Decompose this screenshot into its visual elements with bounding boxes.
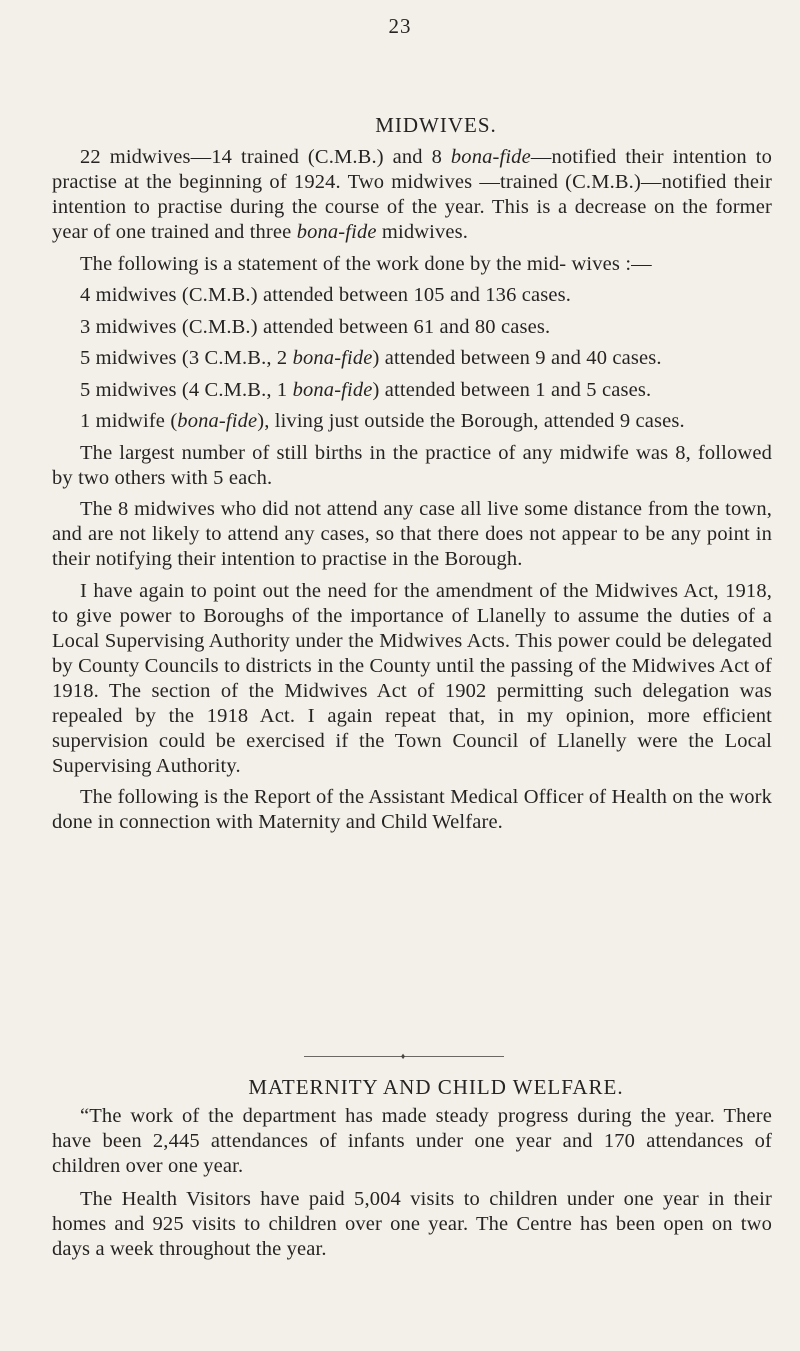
text-run: ), living just outside the Borough, attended 9 cases.	[257, 410, 685, 432]
text-run: 4 midwives (C.M.B.) attended between 105 and 136 cases.	[80, 284, 572, 306]
text-run: 3 midwives (C.M.B.) attended between 61 and 80 cases.	[80, 315, 551, 338]
text-run: The Health Visitors have paid 5,004 visits to children under one year in their homes and 925 visits to children over one year. The Centre has been open on two days a week throughout the year.	[52, 1188, 772, 1260]
paragraph	[52, 145, 772, 245]
paragraph	[52, 1187, 772, 1262]
text-run: midwives.	[376, 221, 469, 243]
text-run: The following is the Report of the Assistant Medical Officer of Health on the work done in connection with Maternity and Child Welfare.	[52, 786, 772, 833]
text-run: The following is a statement of the work done by the mid- wives :—	[80, 252, 652, 275]
paragraph	[52, 378, 772, 403]
text-run: 5 midwives (4 C.M.B., 1	[80, 378, 293, 401]
italic-term: bona-fide	[292, 347, 373, 369]
text-run: 22 midwives—14 trained (C.M.B.) and 8	[80, 146, 451, 168]
midwives-section-body	[52, 145, 772, 835]
text-run: “The work of the department has made steady progress during the year. There have been 2,445 attendances of infants under one year and 170 attendances of children over one year.	[52, 1105, 772, 1177]
paragraph	[52, 1104, 772, 1179]
text-run: 1 midwife (	[80, 410, 178, 432]
section-divider	[304, 1049, 504, 1063]
text-run: 5 midwives (3 C.M.B., 2	[80, 347, 293, 369]
text-run: The largest number of still births in the practice of any midwife was 8, followed by two others with 5 each.	[52, 441, 772, 489]
italic-term: bona-fide	[177, 410, 258, 432]
italic-term: bona-fide	[292, 378, 373, 401]
italic-term: bona-fide	[450, 146, 531, 168]
maternity-section-body	[52, 1104, 772, 1262]
paragraph	[52, 252, 772, 277]
divider-ornament: ♦	[400, 1051, 406, 1061]
text-run: ) attended between 1 and 5 cases.	[372, 378, 652, 401]
text-run: —notified their intention to practise at the beginning of 1924. Two midwives —trained (C.M.B.)—notified their intention to practise during the course of the year. This is a decrease on the former year of one trained and three	[52, 146, 772, 243]
section-heading-midwives: MIDWIVES.	[375, 113, 497, 137]
paragraph	[52, 315, 772, 340]
paragraph	[52, 441, 772, 491]
text-run: ) attended between 9 and 40 cases.	[372, 347, 662, 369]
italic-term: bona-fide	[296, 221, 377, 243]
section-heading-maternity: MATERNITY AND CHILD WELFARE.	[248, 1075, 624, 1099]
paragraph	[52, 409, 772, 434]
paragraph	[52, 579, 772, 779]
text-run: The 8 midwives who did not attend any case all live some distance from the town, and are not likely to attend any cases, so that there does not appear to be any point in their notifying their intention to practise in the Borough.	[52, 498, 772, 570]
page-number: 23	[388, 14, 412, 38]
paragraph	[52, 497, 772, 572]
paragraph	[52, 283, 772, 308]
text-run: I have again to point out the need for the amendment of the Midwives Act, 1918, to give power to Boroughs of the importance of Llanelly to assume the duties of a Local Supervising Authority under the Midwives Acts. This power could be delegated by County Councils to districts in the County until the passing of the Midwives Act of 1918. The section of the Midwives Act of 1902 permitting such delegation was repealed by the 1918 Act. I again repeat that, in my opinion, more efficient supervision could be exercised if the Town Council of Llanelly were the Local Supervising Authority.	[52, 579, 772, 777]
paragraph	[52, 346, 772, 371]
paragraph	[52, 785, 772, 835]
